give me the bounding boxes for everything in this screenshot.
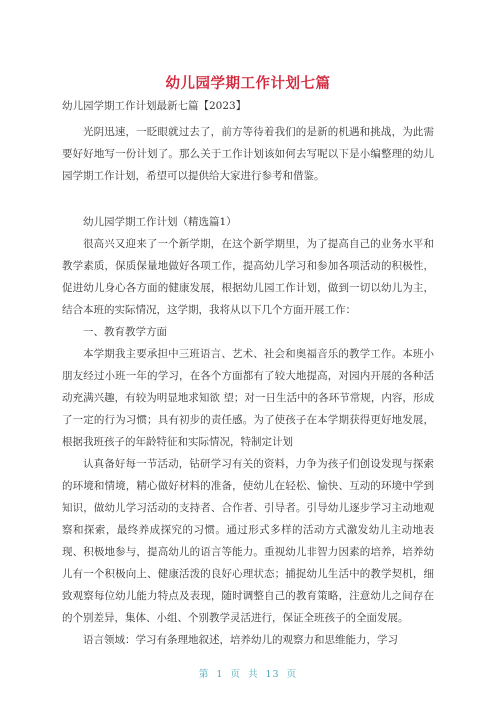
paragraph-2: 本学期我主要承担中三班语言、艺术、社会和奥福音乐的教学工作。本班小朋友经过小班一年的学习，在各个方面都有了较大地提高，对园内开展的各种活动充满兴趣，有较为明显地求知欲 望；对一日生活中的各环节常规，内容，形成了一定的行为习惯；具有初步的责任感。为了使孩子在本学期获得更好地发展，根据我班孩子的年龄特征和实际情况，特制定计划 [62, 348, 434, 448]
list-heading-teaching: 一、教育教学方面 [83, 326, 167, 338]
paragraph-4: 语言领域：学习有条理地叙述，培养幼儿的观察力和思维能力，学习 [83, 634, 398, 646]
page-footer: 第 1 页 共 13 页 [198, 669, 298, 680]
document-subtitle: 幼儿园学期工作计划最新七篇【2023】 [62, 100, 247, 112]
paragraph-1: 很高兴又迎来了一个新学期，在这个新学期里，为了提高自己的业务水平和教学素质，保质保量地做好各项工作，提高幼儿学习和参加各项活动的积极性，促进幼儿身心各方面的健康发展，根据幼儿园工作计划，做到一切以幼儿为主，结合本班的实际情况，这学期，我将从以下几个方面开展工作： [62, 238, 434, 316]
document-title: 幼儿园学期工作计划七篇 [165, 75, 331, 92]
section-heading: 幼儿园学期工作计划（精选篇1） [83, 216, 237, 228]
paragraph-3: 认真备好每一节活动，钻研学习有关的资料，力争为孩子们创设发现与探索的环境和情境，精心做好材料的准备，使幼儿在轻松、愉快、互动的环境中学到知识，做幼儿学习活动的支持者、合作者、引导者。引导幼儿逐步学习主动地观察和探索，最终养成探究的习惯。通过形式多样的活动方式激发幼儿主动地表现、积极地参与，提高幼儿的语言等能力。重视幼儿非智力因素的培养，培养幼儿有一个积极向上、健康活泼的良好心理状态；捕捉幼儿生活中的教学契机，细致观察每位幼儿能力特点及表现，随时调整自己的教育策略，注意幼儿之间存在的个别差异，集体、小组、个别教学灵活进行，保证全班孩子的全面发展。 [62, 458, 434, 624]
intro-paragraph: 光阴迅速，一眨眼就过去了，前方等待着我们的是新的机遇和挑战，为此需要好好地写一份计划了。那么关于工作计划该如何去写呢以下是小编整理的幼儿园学期工作计划，希望可以提供给大家进行参考和借鉴。 [62, 126, 434, 182]
